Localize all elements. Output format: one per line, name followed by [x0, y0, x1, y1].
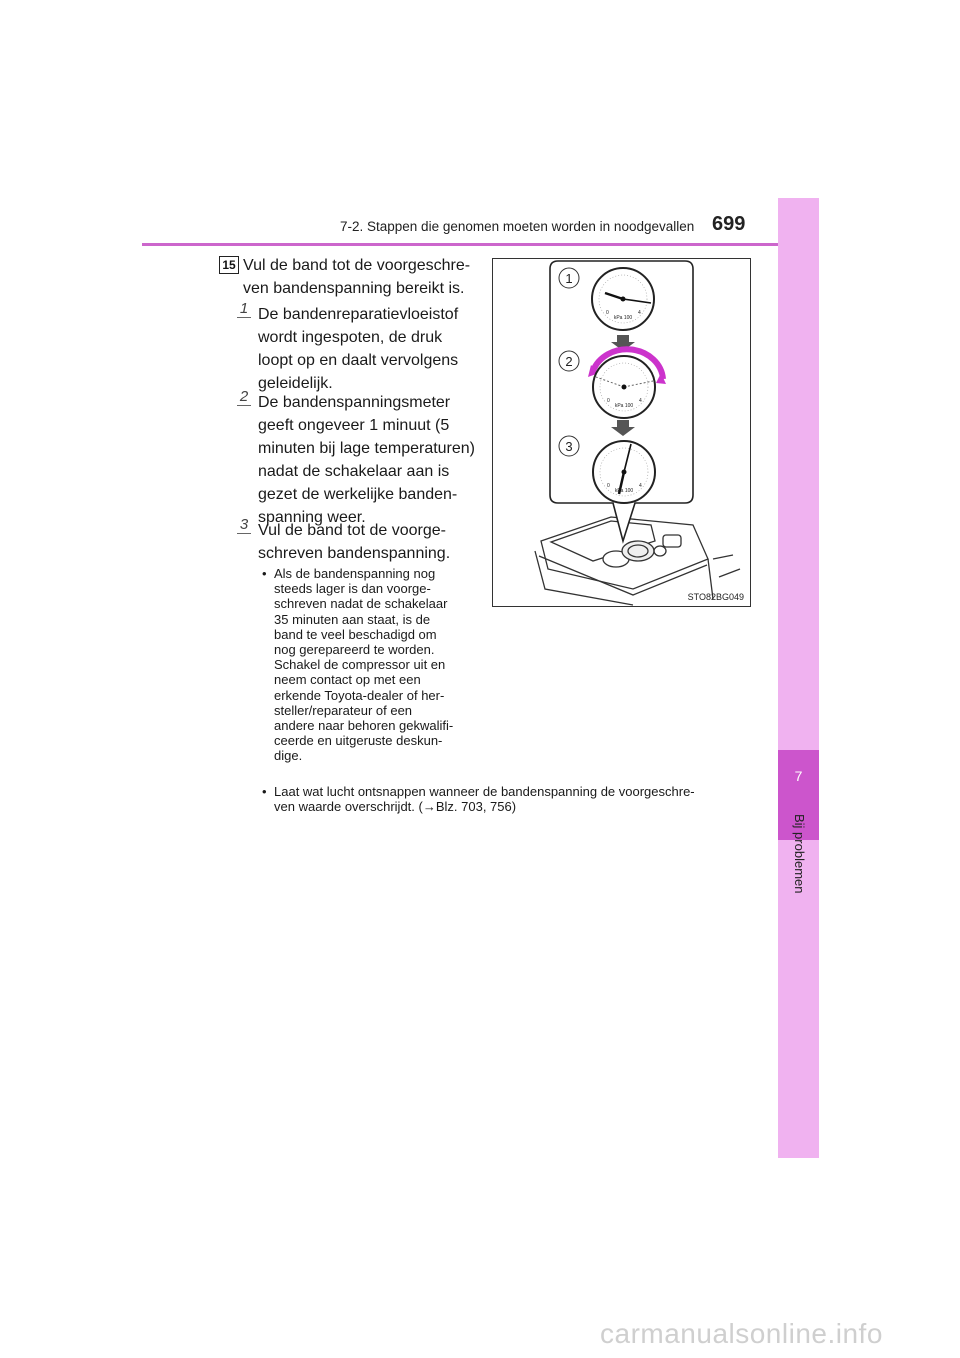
chapter-side-tab: [778, 198, 819, 1158]
chapter-number: 7: [794, 768, 803, 784]
note-line: band te veel beschadigd om: [274, 626, 437, 642]
note-line: dige.: [274, 748, 303, 764]
substep-1-number: 1: [237, 300, 251, 318]
note-line: steeds lager is dan voorge-: [274, 581, 431, 597]
note-line: ceerde en uitgeruste deskun-: [274, 733, 443, 749]
note-line: Schakel de compressor uit en: [274, 657, 446, 673]
gauge-tick-label: 0: [606, 310, 609, 316]
callout-2: [559, 351, 579, 371]
step-text-line2: ven bandenspanning bereikt is.: [243, 280, 465, 297]
substep-3-line: Vul de band tot de voorge-: [258, 522, 446, 539]
note-line: schreven nadat de schakelaar: [274, 596, 448, 612]
gauge-tick-label: 0: [607, 483, 610, 489]
substep-2-line: nadat de schakelaar aan is: [258, 463, 450, 480]
substep-2-number: 2: [237, 388, 251, 406]
page-number: 699: [712, 213, 746, 235]
note-line: steller/reparateur of een: [274, 702, 413, 718]
callout-1-label: 1: [565, 271, 573, 286]
substep-2-line: gezet de werkelijke banden-: [258, 486, 458, 503]
gauge-unit-label: kPa 100: [614, 488, 634, 494]
substep-3-line: schreven bandenspanning.: [258, 545, 451, 562]
note-1: [262, 566, 477, 764]
gauge-unit-label: kPa 100: [614, 403, 634, 409]
bullet-dot: •: [262, 784, 267, 799]
callout-3-label: 3: [565, 439, 573, 454]
watermark: carmanualsonline.info: [600, 1318, 883, 1349]
gauge-tick-label: 4: [638, 310, 641, 316]
substep-3-number: 3: [237, 516, 251, 534]
header-rule: [142, 243, 818, 246]
step-number-badge: 15: [219, 256, 239, 274]
figure-id: STO82BG049: [687, 592, 744, 602]
substep-2-line: geeft ongeveer 1 minuut (5: [258, 417, 450, 434]
substep-1-line: De bandenreparatievloeistof: [258, 306, 459, 323]
note-line: neem contact op met een: [274, 672, 421, 688]
substep-1-line: geleidelijk.: [258, 375, 333, 392]
callout-2-label: 2: [565, 354, 573, 369]
note-line: Laat wat lucht ontsnappen wanneer de bandenspanning de voorgeschre-: [274, 784, 695, 799]
substep-2-line: De bandenspanningsmeter: [258, 394, 451, 411]
substep-2-line: minuten bij lage temperaturen): [258, 440, 476, 457]
chapter-title: Bij problemen: [792, 814, 807, 894]
gauge-unit-label: kPa 100: [613, 315, 633, 321]
note-line: Als de bandenspanning nog: [274, 566, 436, 581]
gauge-tick-label: 0: [607, 398, 610, 404]
note-2: [262, 784, 746, 815]
compressor-gauge-illustration: [492, 258, 751, 607]
illustration-svg: [493, 259, 750, 606]
gauge-tick-label: 4: [639, 483, 642, 489]
note-line: andere naar behoren gekwalifi-: [274, 718, 454, 734]
pressure-gauge-3: [593, 441, 655, 503]
substep-1-line: loopt op en daalt vervolgens: [258, 352, 459, 369]
note-line: nog gerepareerd te worden.: [274, 642, 435, 658]
note-line: ven waarde overschrijdt. (→Blz. 703, 756): [274, 799, 517, 815]
bullet-dot: •: [262, 566, 267, 581]
gauge-tick-label: 4: [639, 398, 642, 404]
note-line: 35 minuten aan staat, is de: [274, 611, 431, 627]
step-text-line1: Vul de band tot de voorgeschre-: [243, 257, 471, 274]
callout-3: [559, 436, 579, 456]
note-line: erkende Toyota-dealer of her-: [274, 687, 445, 703]
substep-1-line: wordt ingespoten, de druk: [258, 329, 443, 346]
pressure-gauge-1: [592, 268, 654, 330]
section-heading: 7-2. Stappen die genomen moeten worden in noodgevallen: [340, 219, 695, 234]
substep-2-line: spanning weer.: [258, 509, 366, 526]
callout-1: [559, 268, 579, 288]
